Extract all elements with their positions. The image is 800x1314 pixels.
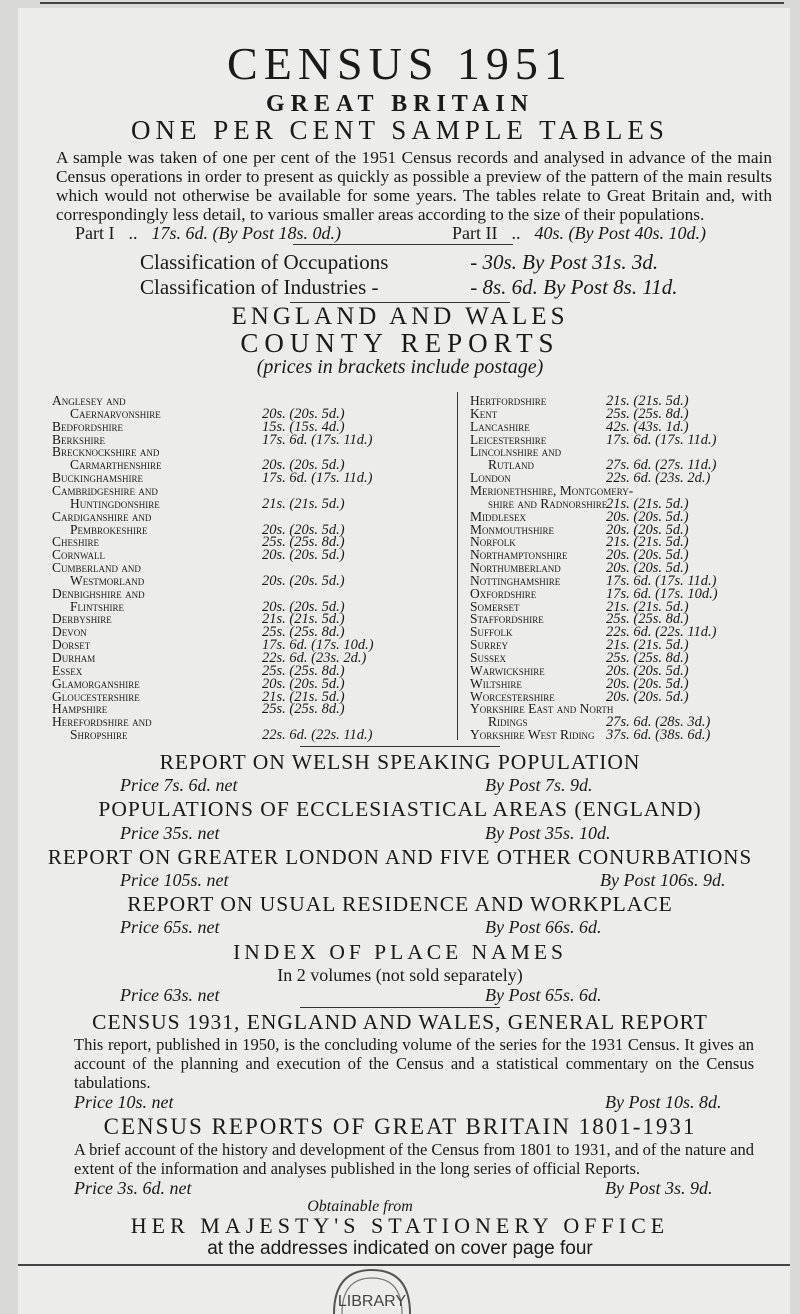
page-subtitle: GREAT BRITAIN: [265, 91, 535, 117]
divider: [293, 244, 513, 245]
county-price: 22s. 6d. (22s. 11d.): [262, 727, 373, 744]
county-name: Leicestershire: [470, 431, 547, 447]
county-heading-3: (prices in brackets include postage): [256, 356, 544, 378]
intro-paragraph: A sample was taken of one per cent of the 1951 Census records and analysed in advance of the main Census operations in order to present as quickly as possible a preview of the pattern of the main results which would not otherwise be available for some years. The tables relate to Great Britain and, with correspondingly less detail, to various smaller areas according to the size of their populations.: [56, 148, 772, 224]
county-name: Herefordshire and: [52, 714, 152, 730]
occupations-label: Classification of Occupations: [140, 250, 389, 274]
gb-reports-post: By Post 3s. 9d.: [605, 1178, 713, 1198]
county-price: 21s. (21s. 5d.): [606, 534, 689, 551]
county-price: 21s. (21s. 5d.): [606, 598, 689, 615]
county-name: Berkshire: [52, 431, 106, 447]
county-price: 17s. 6d. (17s. 11d.): [262, 431, 373, 448]
index-post: By Post 65s. 6d.: [485, 985, 602, 1005]
page-title: CENSUS 1951: [227, 38, 573, 89]
county-price: 20s. (20s. 5d.): [262, 457, 345, 474]
county-name: Monmouthshire: [470, 521, 555, 537]
industries-line: [140, 275, 678, 299]
county-name: shire and Radnorshire: [488, 495, 608, 511]
county-name: Rutland: [488, 457, 534, 473]
obtainable-from: Obtainable from: [307, 1198, 413, 1215]
part1-price: 17s. 6d. (By Post 18s. 0d.): [151, 223, 341, 243]
county-name: Cambridgeshire and: [52, 482, 158, 498]
county-price: 25s. (25s. 8d.): [262, 624, 345, 641]
london-report-price: Price 105s. net: [120, 870, 229, 890]
county-name: Hertfordshire: [470, 393, 547, 408]
occupations-price: - 30s. By Post 31s. 3d.: [470, 250, 659, 274]
index-note: In 2 volumes (not sold separately): [277, 965, 523, 985]
county-name: Essex: [52, 662, 83, 678]
county-name: Caernarvonshire: [70, 405, 161, 421]
county-name: Derbyshire: [52, 611, 112, 627]
county-price: 20s. (20s. 5d.): [262, 675, 345, 692]
gb-reports-description: A brief account of the history and development of the Census from 1801 to 1931, and of the nature and extent of the information and analyses published in the long series of official Reports.: [74, 1140, 754, 1178]
county-name: Flintshire: [70, 598, 125, 614]
stamp-text: LIBRARY: [337, 1293, 407, 1310]
county-name: Cheshire: [52, 534, 100, 550]
industries-label: Classification of Industries -: [140, 275, 379, 299]
county-name: Carmarthenshire: [70, 457, 162, 473]
county-price: 27s. 6d. (28s. 3d.): [606, 714, 711, 731]
county-price: 21s. (21s. 5d.): [262, 688, 345, 705]
county-name: Lincolnshire and: [470, 444, 562, 460]
part1-label: Part I: [75, 223, 115, 243]
residence-report-title: REPORT ON USUAL RESIDENCE AND WORKPLACE: [127, 892, 673, 916]
county-name: Huntingdonshire: [70, 495, 160, 511]
industries-price: - 8s. 6d. By Post 8s. 11d.: [470, 275, 678, 299]
county-price: 25s. (25s. 8d.): [606, 405, 689, 422]
county-name: Wiltshire: [470, 675, 522, 691]
welsh-report-title: REPORT ON WELSH SPEAKING POPULATION: [159, 750, 641, 774]
county-name: Lancashire: [470, 418, 530, 434]
county-name: Ridings: [488, 714, 528, 730]
county-name: Westmorland: [70, 572, 145, 588]
residence-report-price: Price 65s. net: [120, 917, 220, 937]
county-name: Durham: [52, 650, 96, 665]
library-stamp-icon: [326, 1266, 418, 1314]
county-heading-1: ENGLAND AND WALES: [231, 303, 569, 330]
census1931-title: CENSUS 1931, ENGLAND AND WALES, GENERAL REPORT: [92, 1010, 708, 1034]
gb-reports-price: Price 3s. 6d. net: [74, 1178, 192, 1198]
county-name: Buckinghamshire: [52, 470, 144, 486]
county-price: 15s. (15s. 4d.): [262, 418, 345, 435]
hmso-name: HER MAJESTY'S STATIONERY OFFICE: [130, 1213, 670, 1238]
county-price: 17s. 6d. (17s. 11d.): [606, 572, 717, 589]
county-price: 20s. (20s. 5d.): [606, 521, 689, 538]
county-name: Cumberland and: [52, 560, 141, 576]
census1931-price: Price 10s. net: [74, 1092, 174, 1112]
county-price: 20s. (20s. 5d.): [262, 547, 345, 564]
county-name: Brecknockshire and: [52, 444, 160, 460]
eccl-report-post: By Post 35s. 10d.: [485, 823, 611, 843]
county-name: Middlesex: [470, 508, 526, 524]
county-name: Anglesey and: [52, 393, 126, 408]
census1931-description: This report, published in 1950, is the concluding volume of the series for the 1931 Census. It gives an account of the planning and execution of the Census and a statistical commentary on the Census tabulations.: [74, 1035, 754, 1092]
county-price: 20s. (20s. 5d.): [606, 547, 689, 564]
part1-dots: ..: [128, 223, 138, 243]
county-name: Devon: [52, 624, 87, 640]
county-name: Dorset: [52, 637, 91, 653]
county-price: 21s. (21s. 5d.): [606, 393, 689, 409]
county-price: 25s. (25s. 8d.): [262, 701, 345, 718]
eccl-report-title: POPULATIONS OF ECCLESIASTICAL AREAS (ENGLAND): [98, 797, 702, 821]
index-price: Price 63s. net: [120, 985, 220, 1005]
part2-line: [452, 223, 706, 243]
county-name: Somerset: [470, 598, 520, 614]
county-price: 20s. (20s. 5d.): [606, 508, 689, 525]
county-name: Shropshire: [70, 727, 128, 743]
county-name: Surrey: [470, 637, 509, 653]
county-name: Suffolk: [470, 624, 513, 640]
county-price: 27s. 6d. (27s. 11d.): [606, 457, 717, 474]
county-name: Hampshire: [52, 701, 108, 717]
county-price: 22s. 6d. (22s. 11d.): [606, 624, 717, 641]
county-price: 20s. (20s. 5d.): [262, 521, 345, 538]
county-name: Merionethshire, Montgomery-: [470, 482, 634, 498]
divider: [300, 1007, 500, 1008]
index-title: INDEX OF PLACE NAMES: [233, 940, 567, 964]
part2-label: Part II: [452, 223, 498, 243]
part1-line: [75, 223, 341, 243]
county-price: 22s. 6d. (23s. 2d.): [262, 650, 367, 666]
county-name: Northumberland: [470, 560, 561, 576]
county-price: 17s. 6d. (17s. 11d.): [262, 470, 373, 487]
county-name: Nottinghamshire: [470, 572, 561, 588]
county-name: Sussex: [470, 650, 507, 665]
gb-reports-title: CENSUS REPORTS OF GREAT BRITAIN 1801-1931: [103, 1114, 697, 1139]
county-price: 20s. (20s. 5d.): [262, 598, 345, 615]
divider: [300, 746, 500, 747]
county-name: London: [470, 470, 511, 486]
county-price: 25s. (25s. 8d.): [262, 534, 345, 551]
county-price: 20s. (20s. 5d.): [606, 688, 689, 705]
welsh-report-price: Price 7s. 6d. net: [120, 775, 238, 795]
county-price: 20s. (20s. 5d.): [606, 675, 689, 692]
london-report-post: By Post 106s. 9d.: [600, 870, 726, 890]
county-name: Cardiganshire and: [52, 508, 152, 524]
county-price: 22s. 6d. (23s. 2d.): [606, 470, 711, 487]
county-name: Yorkshire West Riding: [470, 727, 595, 743]
county-price: 21s. (21s. 5d.): [606, 637, 689, 654]
county-name: Yorkshire East and North: [470, 701, 614, 717]
county-price: 17s. 6d. (17s. 11d.): [606, 431, 717, 448]
county-price: 20s. (20s. 5d.): [606, 662, 689, 679]
county-price: 21s. (21s. 5d.): [606, 495, 689, 512]
eccl-report-price: Price 35s. net: [120, 823, 220, 843]
county-price: 25s. (25s. 8d.): [606, 650, 689, 666]
county-price: 17s. 6d. (17s. 10d.): [262, 637, 374, 654]
county-name: Glamorganshire: [52, 675, 140, 691]
county-price: 21s. (21s. 5d.): [262, 495, 345, 512]
county-name: Gloucestershire: [52, 688, 140, 704]
county-price: 42s. (43s. 1d.): [606, 418, 689, 435]
county-price: 20s. (20s. 5d.): [606, 560, 689, 577]
county-name: Norfolk: [470, 534, 516, 550]
census1931-post: By Post 10s. 8d.: [605, 1092, 722, 1112]
county-name: Worcestershire: [470, 688, 555, 704]
part2-price: 40s. (By Post 40s. 10d.): [534, 223, 706, 243]
london-report-title: REPORT ON GREATER LONDON AND FIVE OTHER CONURBATIONS: [47, 845, 753, 869]
county-price: 25s. (25s. 8d.): [606, 611, 689, 628]
welsh-report-post: By Post 7s. 9d.: [485, 775, 593, 795]
county-price: 20s. (20s. 5d.): [262, 572, 345, 589]
county-heading-2: COUNTY REPORTS: [240, 328, 560, 358]
county-name: Denbighshire and: [52, 585, 145, 601]
residence-report-post: By Post 66s. 6d.: [485, 917, 602, 937]
county-name: Staffordshire: [470, 611, 544, 627]
series-title: ONE PER CENT SAMPLE TABLES: [131, 115, 669, 145]
hmso-addresses: at the addresses indicated on cover page four: [207, 1238, 593, 1259]
occupations-line: [140, 250, 658, 274]
county-price: 17s. 6d. (17s. 10d.): [606, 585, 718, 602]
part2-dots: ..: [511, 223, 521, 243]
county-price: 20s. (20s. 5d.): [262, 405, 345, 422]
county-price: 21s. (21s. 5d.): [262, 611, 345, 628]
top-rule: [40, 2, 784, 4]
county-price: 37s. 6d. (38s. 6d.): [606, 727, 711, 744]
county-name: Northamptonshire: [470, 547, 568, 563]
column-divider: [457, 392, 458, 740]
county-price: 25s. (25s. 8d.): [262, 662, 345, 679]
county-name: Warwickshire: [470, 662, 545, 678]
county-name: Cornwall: [52, 547, 105, 563]
county-name: Oxfordshire: [470, 585, 537, 601]
county-name: Pembrokeshire: [70, 521, 148, 537]
county-name: Kent: [470, 405, 498, 421]
county-name: Bedfordshire: [52, 418, 124, 434]
